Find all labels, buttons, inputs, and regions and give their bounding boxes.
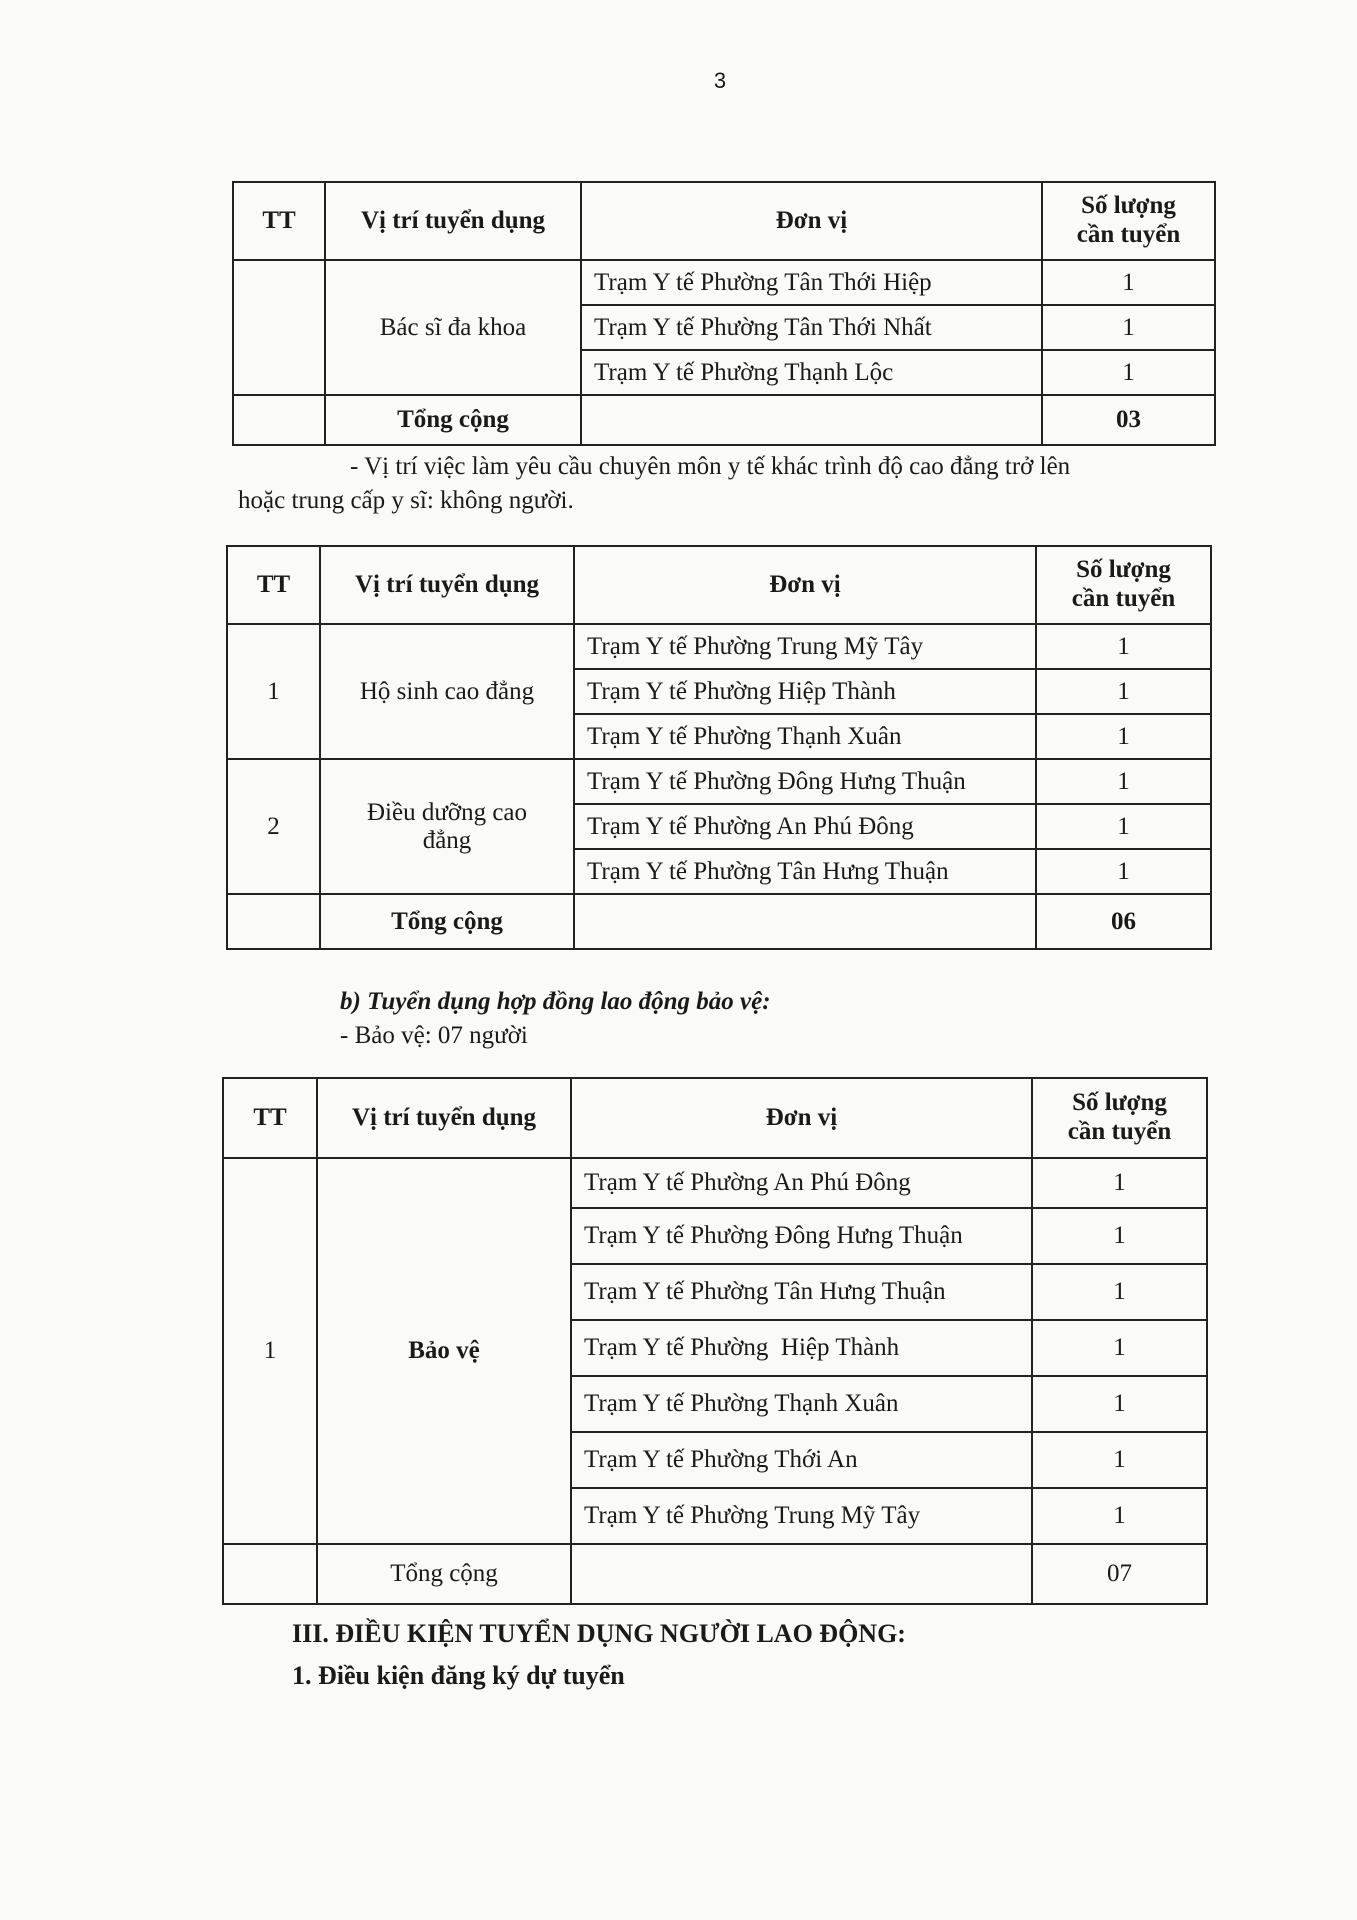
cell-qty: 1	[1042, 350, 1215, 395]
header-unit: Đơn vị	[574, 546, 1036, 624]
page-number: 3	[713, 68, 727, 93]
section-iii	[292, 1616, 1192, 1694]
header-qty-line2: cần tuyển	[1071, 585, 1176, 612]
cell-qty: 1	[1042, 260, 1215, 305]
header-tt: TT	[227, 546, 320, 624]
cell-unit: Trạm Y tế Phường Tân Hưng Thuận	[571, 1264, 1032, 1320]
cell-unit: Trạm Y tế Phường Tân Thới Hiệp	[581, 260, 1042, 305]
cell-tt: 2	[227, 759, 320, 894]
total-value: 06	[1036, 894, 1211, 949]
total-tt	[227, 894, 320, 949]
total-value: 07	[1032, 1544, 1207, 1604]
cell-qty: 1	[1042, 305, 1215, 350]
header-qty-line1: Số lượng	[1072, 1089, 1167, 1117]
cell-position: Bác sĩ đa khoa	[325, 260, 581, 395]
cell-unit: Trạm Y tế Phường Tân Thới Nhất	[581, 305, 1042, 350]
cell-unit: Trạm Y tế Phường An Phú Đông	[574, 804, 1036, 849]
header-qty	[1042, 182, 1215, 260]
cell-qty: 1	[1036, 669, 1211, 714]
cell-position: Hộ sinh cao đẳng	[320, 624, 574, 759]
cell-unit: Trạm Y tế Phường Trung Mỹ Tây	[571, 1488, 1032, 1544]
header-qty-line1: Số lượng	[1076, 556, 1171, 584]
total-unit	[581, 395, 1042, 445]
header-unit: Đơn vị	[581, 182, 1042, 260]
table-college-staff	[226, 545, 1212, 950]
cell-unit: Trạm Y tế Phường Thạnh Lộc	[581, 350, 1042, 395]
section-b	[340, 985, 1140, 1053]
cell-unit: Trạm Y tế Phường Đông Hưng Thuận	[574, 759, 1036, 804]
cell-qty: 1	[1032, 1376, 1207, 1432]
cell-qty: 1	[1032, 1488, 1207, 1544]
header-qty-line1: Số lượng	[1081, 192, 1176, 220]
cell-qty: 1	[1032, 1208, 1207, 1264]
cell-qty: 1	[1036, 759, 1211, 804]
cell-unit: Trạm Y tế Phường Thạnh Xuân	[571, 1376, 1032, 1432]
cell-tt	[233, 260, 325, 395]
table-general-doctor	[232, 181, 1216, 446]
cell-qty: 1	[1036, 714, 1211, 759]
note-line-1: - Vị trí việc làm yêu cầu chuyên môn y tế khác trình độ cao đẳng trở lên	[350, 453, 1071, 480]
header-qty-line2: cần tuyển	[1067, 1118, 1172, 1145]
header-position: Vị trí tuyển dụng	[320, 546, 574, 624]
cell-position: Bảo vệ	[317, 1158, 571, 1544]
section-b-title: b) Tuyển dụng hợp đồng lao động bảo vệ:	[340, 988, 771, 1015]
header-qty-line2: cần tuyển	[1076, 221, 1181, 248]
total-unit	[571, 1544, 1032, 1604]
cell-qty: 1	[1032, 1432, 1207, 1488]
cell-unit: Trạm Y tế Phường Hiệp Thành	[574, 669, 1036, 714]
cell-qty: 1	[1032, 1320, 1207, 1376]
cell-tt: 1	[223, 1158, 317, 1544]
header-qty	[1036, 546, 1211, 624]
total-unit	[574, 894, 1036, 949]
cell-unit: Trạm Y tế Phường Thạnh Xuân	[574, 714, 1036, 759]
header-qty	[1032, 1078, 1207, 1158]
note-paragraph	[238, 450, 1218, 518]
total-label: Tổng cộng	[325, 395, 581, 445]
header-position: Vị trí tuyển dụng	[325, 182, 581, 260]
note-line-2: hoặc trung cấp y sĩ: không người.	[238, 487, 574, 514]
total-value: 03	[1042, 395, 1215, 445]
cell-unit: Trạm Y tế Phường Trung Mỹ Tây	[574, 624, 1036, 669]
header-tt: TT	[233, 182, 325, 260]
total-label: Tổng cộng	[317, 1544, 571, 1604]
header-position: Vị trí tuyển dụng	[317, 1078, 571, 1158]
cell-qty: 1	[1036, 804, 1211, 849]
section-iii-sub: 1. Điều kiện đăng ký dự tuyển	[292, 1661, 625, 1690]
cell-unit: Trạm Y tế Phường Thới An	[571, 1432, 1032, 1488]
cell-position: Điều dưỡng cao đẳng	[320, 759, 574, 894]
cell-unit: Trạm Y tế Phường Tân Hưng Thuận	[574, 849, 1036, 894]
header-unit: Đơn vị	[571, 1078, 1032, 1158]
total-label: Tổng cộng	[320, 894, 574, 949]
header-tt: TT	[223, 1078, 317, 1158]
cell-qty: 1	[1036, 624, 1211, 669]
total-tt	[223, 1544, 317, 1604]
cell-unit: Trạm Y tế Phường Đông Hưng Thuận	[571, 1208, 1032, 1264]
cell-qty: 1	[1032, 1158, 1207, 1208]
cell-tt: 1	[227, 624, 320, 759]
section-iii-title: III. ĐIỀU KIỆN TUYỂN DỤNG NGƯỜI LAO ĐỘNG:	[292, 1619, 906, 1648]
total-tt	[233, 395, 325, 445]
cell-unit: Trạm Y tế Phường An Phú Đông	[571, 1158, 1032, 1208]
table-security-guard	[222, 1077, 1208, 1605]
cell-qty: 1	[1036, 849, 1211, 894]
cell-qty: 1	[1032, 1264, 1207, 1320]
section-b-line: - Bảo vệ: 07 người	[340, 1022, 528, 1049]
cell-unit: Trạm Y tế Phường Hiệp Thành	[571, 1320, 1032, 1376]
